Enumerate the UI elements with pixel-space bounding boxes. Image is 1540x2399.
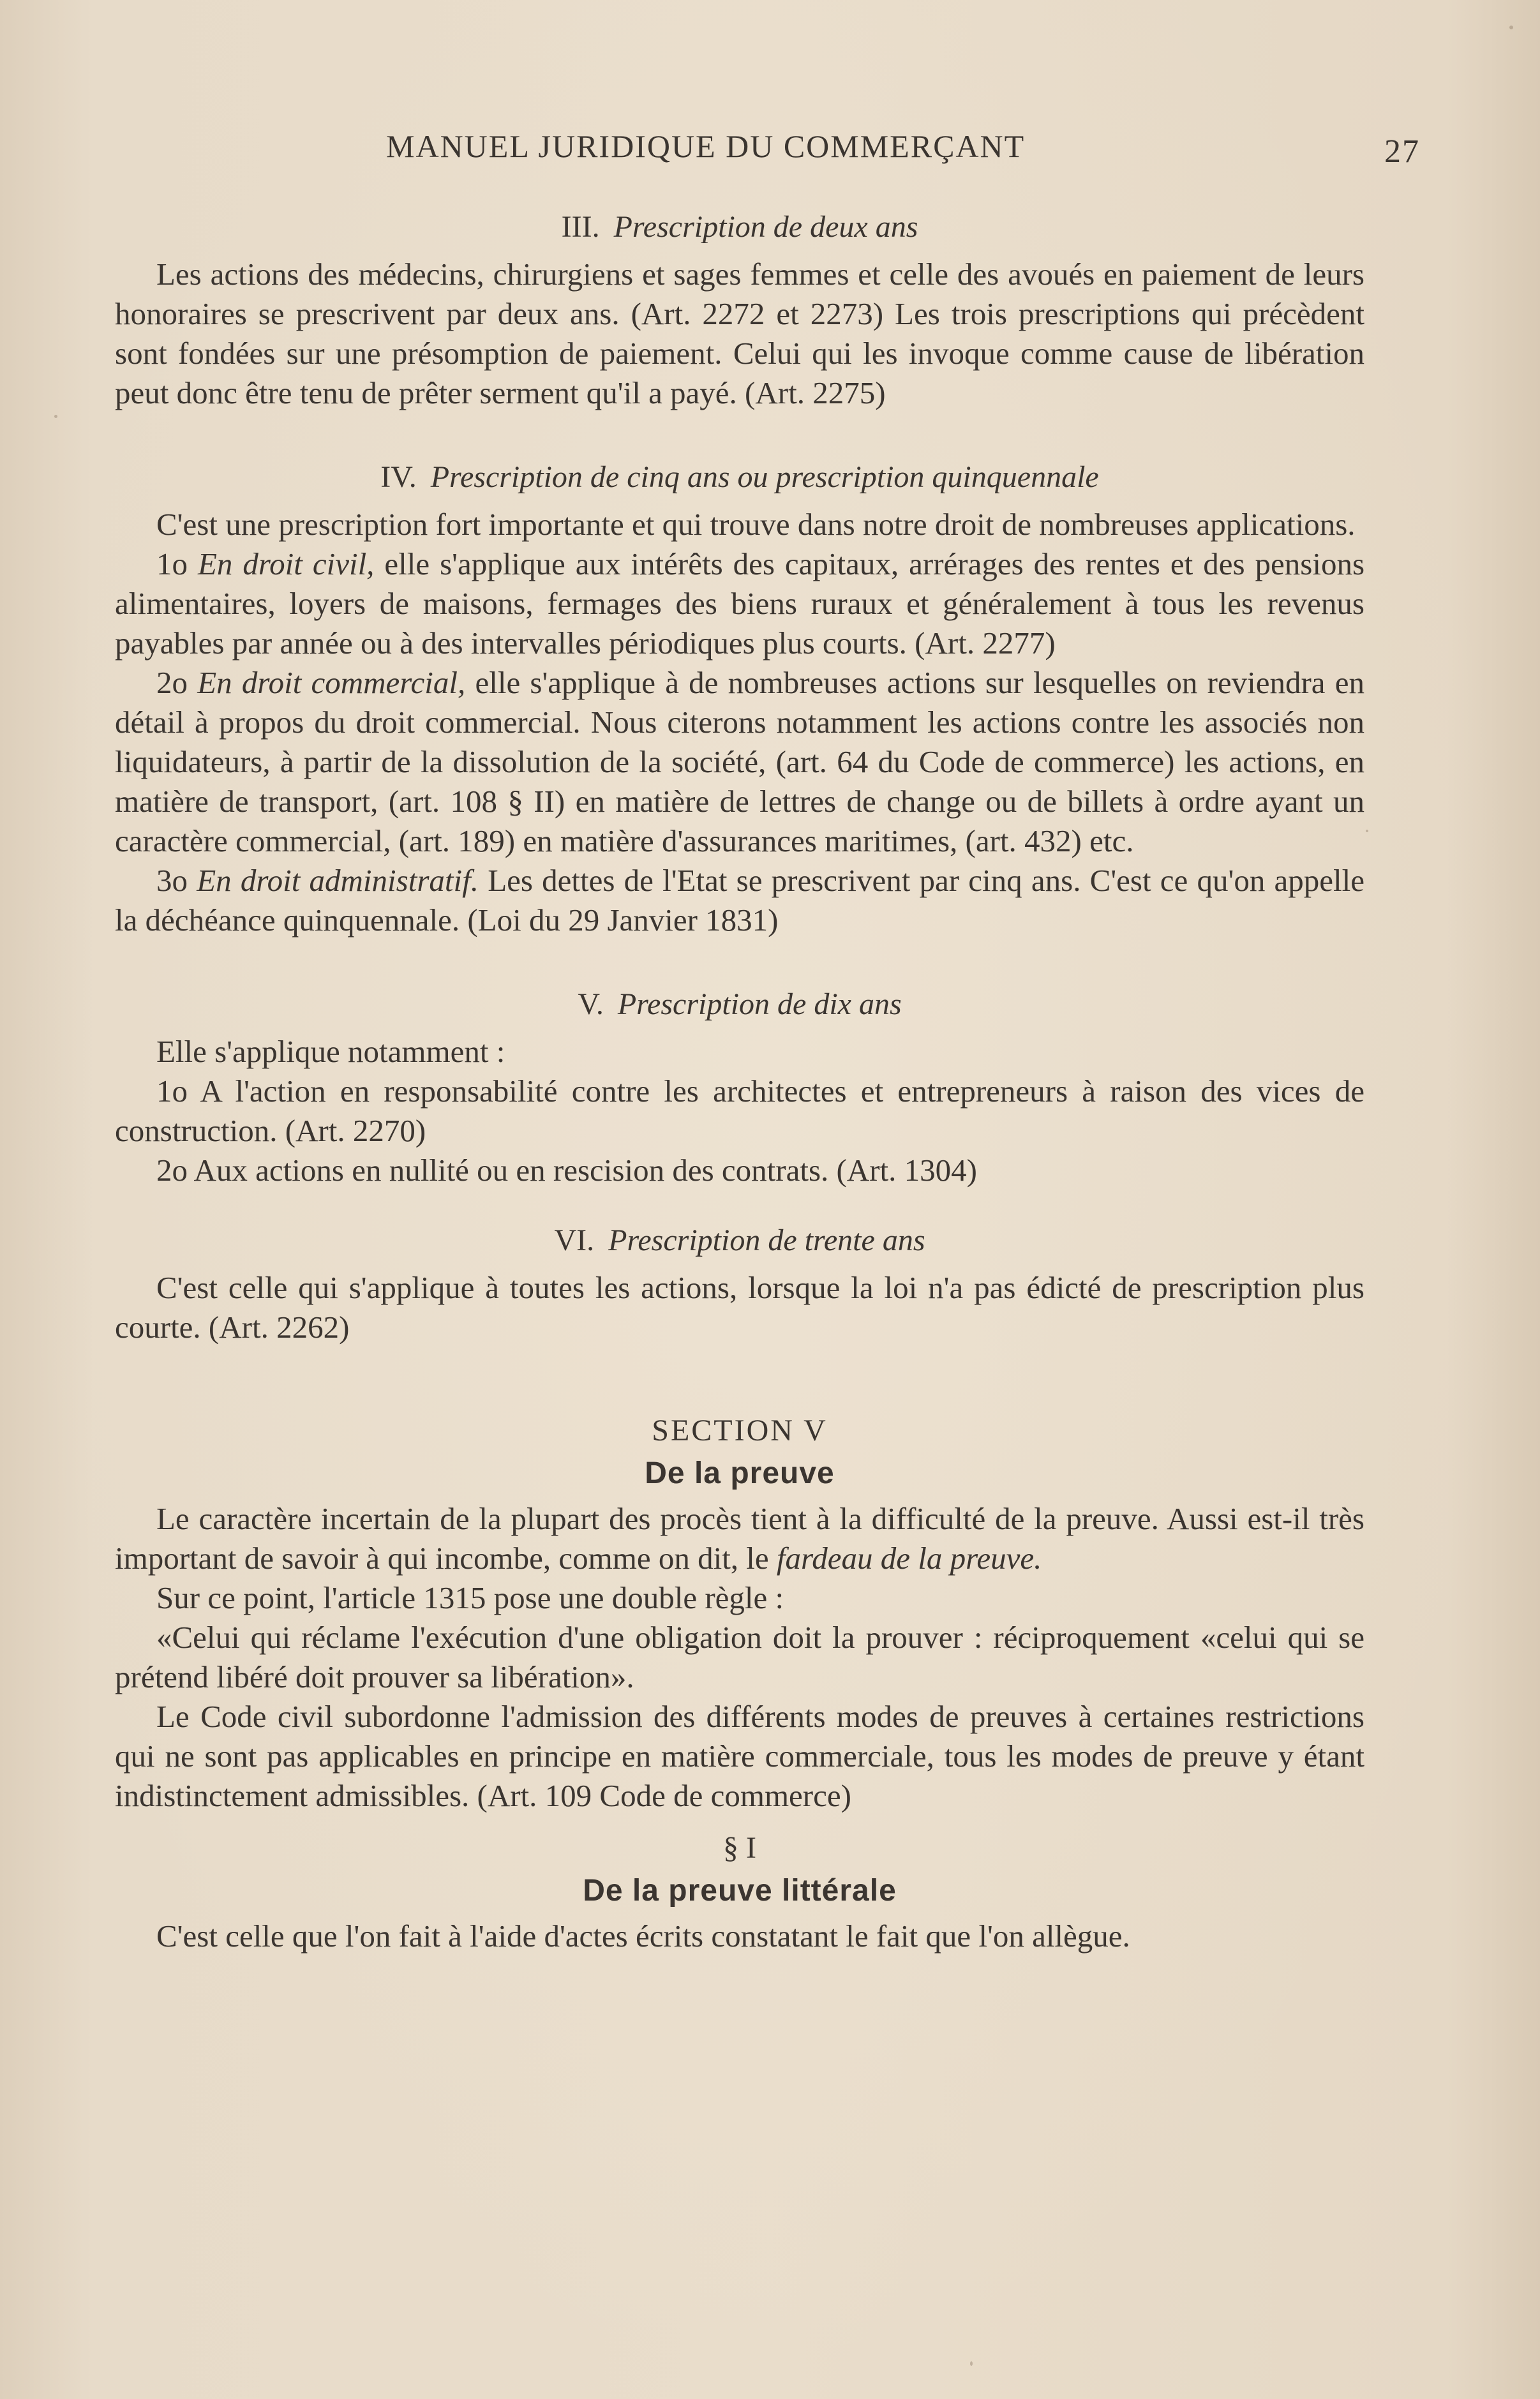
- emphasis: En droit administratif.: [197, 863, 479, 898]
- subsection-heading-vi: [115, 1221, 1364, 1260]
- paragraph-numbered: [115, 663, 1364, 861]
- item-number: 2o: [156, 665, 188, 700]
- paragraph: Sur ce point, l'article 1315 pose une double règle :: [156, 1580, 784, 1615]
- emphasis: En droit commercial,: [197, 665, 466, 700]
- paragraph: Elle s'applique notamment :: [156, 1034, 505, 1069]
- subsection-heading-iii: [115, 207, 1364, 247]
- paragraph-text: Le caractère incertain de la plupart des procès tient à la difficulté de la preuve. Aussi est-il très important de savoir à qui incombe, comme on dit, le: [115, 1501, 1364, 1576]
- subsection-title: Prescription de deux ans: [613, 210, 918, 244]
- subsection-title: Prescription de trente ans: [608, 1223, 925, 1257]
- paper-speck: [54, 415, 57, 418]
- paragraph: Les actions des médecins, chirurgiens et sages femmes et celle des avoués en paiement de leurs honoraires se prescrivent par deux ans. (Art. 2272 et 2273) Les trois prescriptions qui précèdent sont fondées sur une présomption de paiement. Celui qui les invoque comme cause de libération peut donc être tenu de prêter serment qu'il a payé. (Art. 2275): [115, 257, 1364, 410]
- subsection-number: IV.: [380, 460, 417, 494]
- paragraph-mark: § I: [723, 1831, 756, 1865]
- subsection-number: VI.: [554, 1223, 595, 1257]
- item-number: 1o: [156, 546, 188, 581]
- subsection-title: Prescription de dix ans: [617, 987, 902, 1021]
- paragraph: C'est une prescription fort importante et qui trouve dans notre droit de nombreuses applications.: [156, 507, 1356, 542]
- paragraph: Le Code civil subordonne l'admission des différents modes de preuves à certaines restrictions qui ne sont pas applicables en principe en matière commerciale, tous les modes de preuve y étant indistinctement admissibles. (Art. 109 Code de commerce): [115, 1699, 1364, 1813]
- paragraph: 1o A l'action en responsabilité contre les architectes et entrepreneurs à raison des vices de construction. (Art. 2270): [115, 1073, 1364, 1148]
- paragraph-numbered: [115, 861, 1364, 940]
- subsection-title: Prescription de cinq ans ou prescription quinquennale: [430, 460, 1099, 494]
- paragraph: 2o Aux actions en nullité ou en rescision des contrats. (Art. 1304): [156, 1153, 977, 1188]
- paragraph-quote: «Celui qui réclame l'exécution d'une obligation doit la prouver : réciproquement «celui qui se prétend libéré doit prouver sa libération».: [115, 1620, 1364, 1694]
- paragraph: [115, 1499, 1364, 1578]
- paper-speck: [1509, 26, 1513, 29]
- paragraph-text: elle s'applique à de nombreuses actions sur lesquelles on reviendra en détail à propos du droit commercial. Nous citerons notamment les actions contre les associés non liquidateurs, à partir de la dissolution de la société, (art. 64 du Code de commerce) les actions, en matière de transport, (art. 108 § II) en matière de lettres de change ou de billets à ordre ayant un caractère commercial, (art. 189) en matière d'assurances maritimes, (art. 432) etc.: [115, 665, 1365, 858]
- paragraph-text: Les dettes de l'Etat se prescrivent par cinq ans. C'est ce qu'on appelle la déchéance quinquennale. (Loi du 29 Janvier 1831): [115, 863, 1364, 938]
- emphasis: fardeau de la preuve.: [776, 1541, 1042, 1576]
- subsection-heading-iv: [115, 458, 1364, 497]
- paper-speck: [970, 2361, 973, 2366]
- item-number: 3o: [156, 863, 188, 898]
- subsection-number: III.: [561, 210, 600, 244]
- paragraph-text: elle s'applique aux intérêts des capitaux, arrérages des rentes et des pensions alimentaires, loyers de maisons, fermages des biens ruraux et généralement à tous les revenus payables par année ou à des intervalles périodiques plus courts. (Art. 2277): [115, 546, 1365, 661]
- section-label: SECTION V: [652, 1414, 828, 1447]
- paragraph-numbered: [115, 544, 1364, 663]
- running-title: MANUEL JURIDIQUE DU COMMERÇANT: [386, 128, 1026, 164]
- page-header: [386, 128, 1420, 172]
- paper-speck: [1366, 830, 1368, 832]
- paragraph-heading: De la preuve littérale: [583, 1874, 897, 1908]
- page-number: 27: [1384, 133, 1420, 170]
- emphasis: En droit civil,: [197, 546, 375, 581]
- subsection-number: V.: [578, 987, 604, 1021]
- page-body: [115, 207, 1364, 1956]
- paragraph: C'est celle que l'on fait à l'aide d'actes écrits constatant le fait que l'on allègue.: [156, 1918, 1130, 1954]
- subsection-heading-v: [115, 985, 1364, 1024]
- section-heading: De la preuve: [645, 1456, 835, 1490]
- paragraph: C'est celle qui s'applique à toutes les actions, lorsque la loi n'a pas édicté de prescription plus courte. (Art. 2262): [115, 1270, 1364, 1345]
